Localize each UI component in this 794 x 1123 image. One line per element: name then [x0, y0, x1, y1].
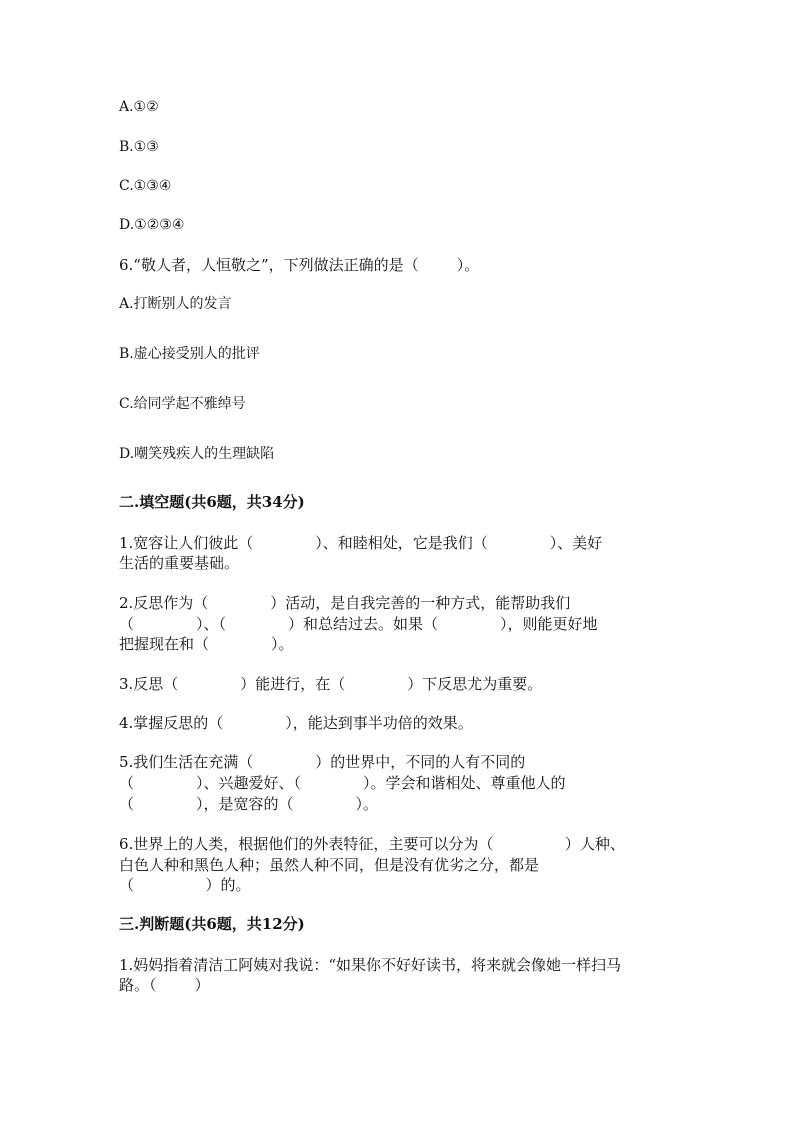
- s2-q3: 3.反思（ ）能进行，在（ ）下反思尤为重要。: [119, 675, 543, 693]
- q5-option-d: D.①②③④: [119, 217, 185, 233]
- s2-q5-line2: （ ）、兴趣爱好、（ ）。学会和谐相处、尊重他人的: [119, 774, 566, 792]
- s2-q2-line3: 把握现在和（ ）。: [119, 635, 294, 653]
- s2-q6-line1: 6.世界上的人类，根据他们的外表特征，主要可以分为（ ）人种、: [119, 835, 625, 853]
- s3-q1-line1: 1.妈妈指着清洁工阿姨对我说：“如果你不好好读书，将来就会像她一样扫马: [119, 956, 621, 974]
- s2-q6-line2: 白色人种和黑色人种；虽然人种不同，但是没有优劣之分，都是: [119, 856, 540, 874]
- s3-q1-line2: 路。（ ）: [119, 976, 210, 994]
- s2-q4: 4.掌握反思的（ ），能达到事半功倍的效果。: [119, 714, 473, 732]
- q5-option-a: A.①②: [119, 99, 159, 115]
- s2-q5-line3: （ ），是宽容的（ ）。: [119, 795, 378, 813]
- s2-q2-line1: 2.反思作为（ ）活动，是自我完善的一种方式，能帮助我们: [119, 594, 571, 612]
- q6-option-c: C.给同学起不雅绰号: [119, 396, 246, 412]
- s2-q2-line2: （ ）、（ ）和总结过去。如果（ ），则能更好地: [119, 615, 598, 633]
- s2-q1-line1: 1.宽容让人们彼此（ ）、和睦相处，它是我们（ ）、美好: [119, 534, 603, 552]
- q5-option-c: C.①③④: [119, 178, 172, 194]
- q6-option-d: D.嘲笑残疾人的生理缺陷: [119, 446, 275, 462]
- q5-option-b: B.①③: [119, 139, 159, 155]
- section3-title: 三.判断题(共6题，共12分): [119, 915, 305, 933]
- s2-q6-line3: （ ）的。: [119, 876, 251, 894]
- q6-stem: 6.“敬人者，人恒敬之”，下列做法正确的是（ ）。: [119, 256, 480, 274]
- q6-option-a: A.打断别人的发言: [119, 296, 232, 312]
- s2-q1-line2: 生活的重要基础。: [119, 554, 240, 572]
- q6-option-b: B.虚心接受别人的批评: [119, 346, 260, 362]
- section2-title: 二.填空题(共6题，共34分): [119, 493, 305, 511]
- s2-q5-line1: 5.我们生活在充满（ ）的世界中，不同的人有不同的: [119, 753, 526, 771]
